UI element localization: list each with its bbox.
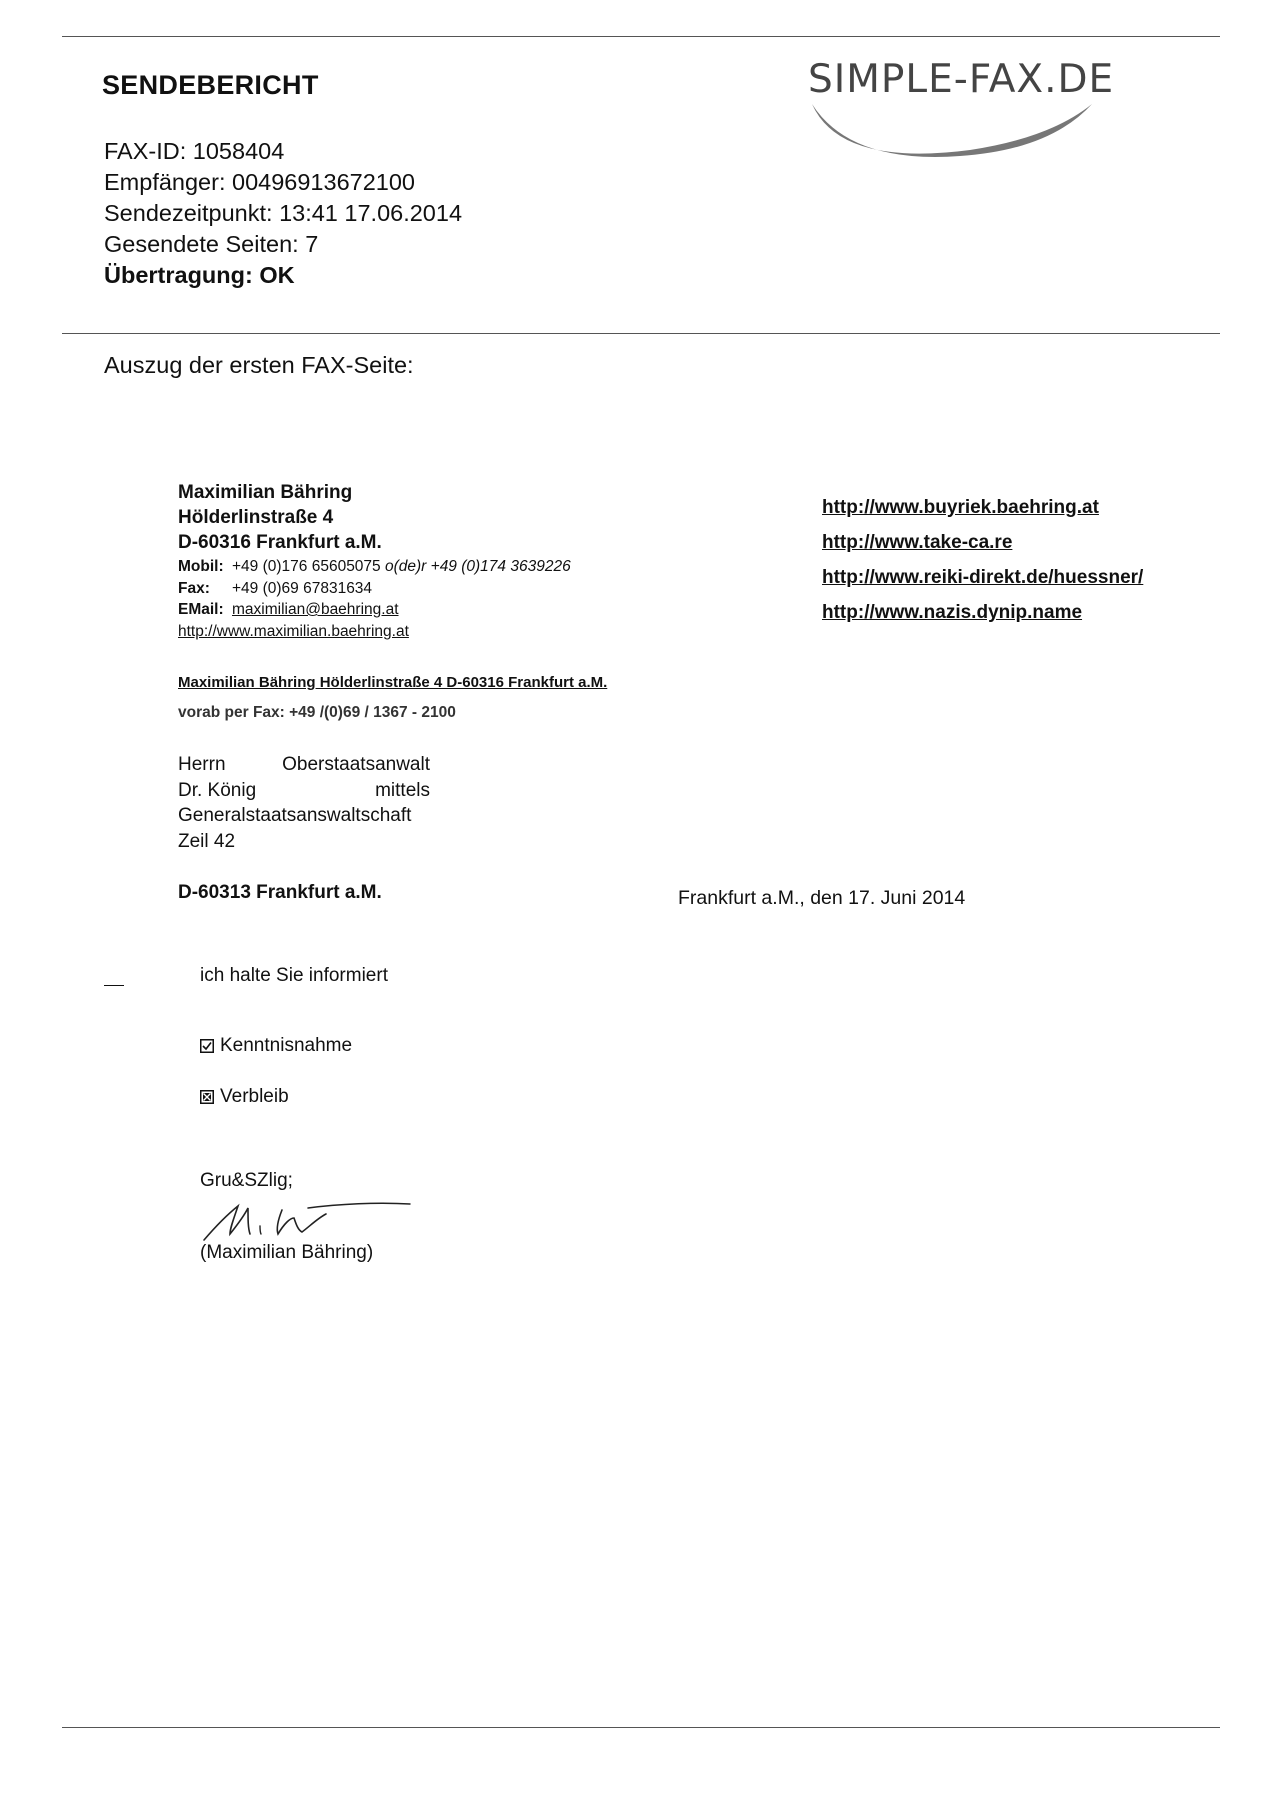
email-link[interactable]: maximilian@baehring.at: [232, 601, 399, 618]
recipient-title: Oberstaatsanwalt: [282, 754, 430, 775]
date-line: Frankfurt a.M., den 17. Juni 2014: [678, 887, 966, 909]
fax-pages-sent: Gesendete Seiten: 7: [104, 231, 319, 257]
simple-fax-logo: [800, 52, 1200, 162]
signature-name: (Maximilian Bähring): [200, 1242, 374, 1263]
inform-text: ich halte Sie informiert: [200, 965, 388, 986]
handwritten-signature: [198, 1196, 418, 1246]
recipient-name: Dr. König: [178, 779, 257, 801]
recipient-via: mittels: [375, 779, 430, 801]
recipient-row: [178, 752, 430, 778]
sender-name: Maximilian Bähring: [178, 482, 353, 503]
checkbox-verbleib: [200, 1086, 289, 1108]
crossed-box-icon: [200, 1090, 214, 1104]
checkbox-kenntnisnahme-label: Kenntnisnahme: [220, 1035, 353, 1056]
email-label: EMail:: [178, 601, 224, 618]
contact-fax: [178, 578, 571, 600]
fax-recipient: Empfänger: 00496913672100: [104, 169, 415, 195]
pre-fax-note: vorab per Fax: +49 /(0)69 / 1367 - 2100: [178, 704, 456, 721]
recipient-row: [178, 803, 430, 829]
header-divider: [62, 333, 1220, 334]
fax-transmission-status: Übertragung: OK: [104, 262, 295, 288]
logo-swoosh: [812, 104, 1092, 157]
recipient-street: Zeil 42: [178, 830, 236, 852]
mobil-label: Mobil:: [178, 558, 224, 575]
recipient-address: [178, 752, 430, 854]
bottom-rule: [62, 1727, 1220, 1728]
sender-city: D-60316 Frankfurt a.M.: [178, 532, 382, 553]
recipient-city: D-60313 Frankfurt a.M.: [178, 882, 382, 903]
top-rule: [62, 36, 1220, 37]
link-list: [822, 490, 1143, 630]
fax-id: FAX-ID: 1058404: [104, 138, 285, 164]
sender-contact: [178, 556, 571, 642]
fax-label: Fax:: [178, 579, 210, 597]
dash-mark: [104, 985, 124, 986]
excerpt-label: Auszug der ersten FAX-Seite:: [104, 352, 414, 378]
link-buyriek[interactable]: http://www.buyriek.baehring.at: [822, 497, 1099, 518]
fax-send-time: Sendezeitpunkt: 13:41 17.06.2014: [104, 200, 463, 226]
fax-value: +49 (0)69 67831634: [232, 579, 373, 597]
link-take-care[interactable]: http://www.take-ca.re: [822, 532, 1013, 553]
homepage-link[interactable]: http://www.maximilian.baehring.at: [178, 622, 409, 640]
contact-mobil: [178, 556, 571, 578]
recipient-row: [178, 778, 430, 804]
recipient-row: [178, 829, 430, 855]
fax-metadata: [104, 136, 462, 291]
report-title: SENDEBERICHT: [102, 70, 319, 100]
link-dynip[interactable]: http://www.nazis.dynip.name: [822, 602, 1083, 623]
mobil-value: +49 (0)176 65605075: [232, 558, 385, 575]
contact-email: [178, 599, 571, 621]
checked-box-icon: [200, 1039, 214, 1053]
checkbox-kenntnisnahme: [200, 1035, 352, 1057]
recipient-authority: Generalstaatsanswaltschaft: [178, 805, 412, 826]
sender-street: Hölderlinstraße 4: [178, 507, 334, 528]
greeting: Gru&SZlig;: [200, 1170, 293, 1191]
link-reiki[interactable]: http://www.reiki-direkt.de/huessner/: [822, 567, 1144, 588]
recipient-salutation: Herrn: [178, 754, 226, 775]
logo-text: SIMPLE-FAX.DE: [808, 57, 1115, 102]
return-address: Maximilian Bähring Hölderlinstraße 4 D-60316 Frankfurt a.M.: [178, 674, 608, 691]
mobil-alt: o(de)r +49 (0)174 3639226: [384, 558, 571, 575]
sender-address: [178, 480, 382, 555]
checkbox-verbleib-label: Verbleib: [220, 1086, 289, 1107]
contact-homepage: [178, 621, 571, 643]
